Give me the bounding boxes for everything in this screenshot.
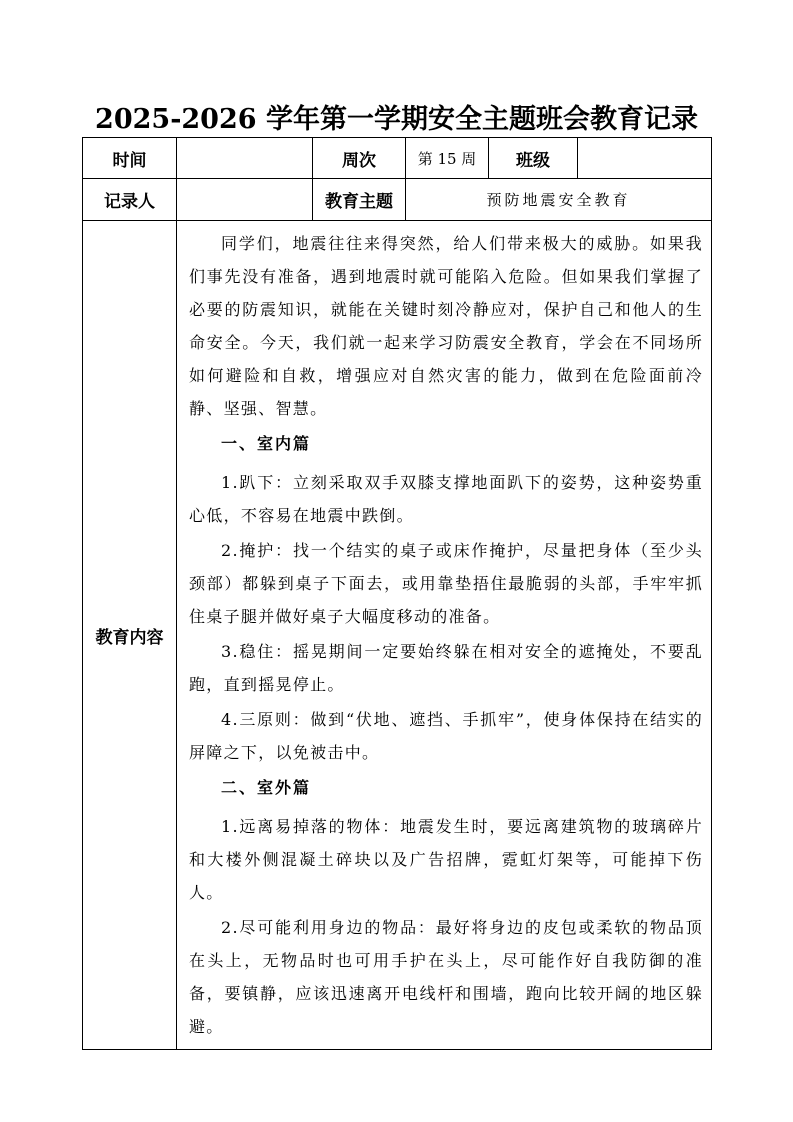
time-value — [177, 138, 313, 179]
list-item: 4.三原则：做到“伏地、遮挡、手抓牢”，使身体保持在结实的屏障之下，以免被击中。 — [189, 710, 703, 762]
table-row — [83, 221, 712, 1050]
list-item: 2.掩护：找一个结实的桌子或床作掩护，尽量把身体（至少头颈部）都躲到桌子下面去，或用靠垫捂住最脆弱的头部，手牢牢抓住桌子腿并做好桌子大幅度移动的准备。 — [189, 541, 703, 626]
topic-label: 教育主题 — [313, 179, 406, 221]
record-table — [82, 137, 712, 1050]
content-body — [189, 227, 703, 1043]
week-label: 周次 — [313, 138, 406, 179]
list-item: 3.稳住：摇晃期间一定要始终躲在相对安全的遮掩处，不要乱跑，直到摇晃停止。 — [189, 642, 703, 694]
recorder-label: 记录人 — [83, 179, 177, 221]
content-label: 教育内容 — [83, 221, 177, 1050]
list-item: 1.趴下：立刻采取双手双膝支撑地面趴下的姿势，这种姿势重心低，不容易在地震中跌倒。 — [189, 473, 703, 525]
list-item: 2.尽可能利用身边的物品：最好将身边的皮包或柔软的物品顶在头上，无物品时也可用手护在头上，尽可能作好自我防御的准备，要镇静，应该迅速离开电线杆和围墙，跑向比较开阔的地区躲避。 — [189, 918, 703, 1036]
content-cell — [177, 221, 712, 1050]
class-label: 班级 — [489, 138, 578, 179]
table-row — [83, 138, 712, 179]
week-value: 第 15 周 — [406, 138, 489, 179]
section-title-outdoor: 二、室外篇 — [221, 778, 312, 797]
topic-value: 预防地震安全教育 — [406, 179, 712, 221]
table-row — [83, 179, 712, 221]
page-title: 2025-2026 学年第一学期安全主题班会教育记录 — [95, 104, 698, 135]
recorder-value — [177, 179, 313, 221]
time-label: 时间 — [83, 138, 177, 179]
list-item: 1.远离易掉落的物体：地震发生时，要远离建筑物的玻璃碎片和大楼外侧混凝土碎块以及广告招牌，霓虹灯架等，可能掉下伤人。 — [189, 817, 703, 902]
intro-paragraph: 同学们，地震往往来得突然，给人们带来极大的威胁。如果我们事先没有准备，遇到地震时就可能陷入危险。但如果我们掌握了必要的防震知识，就能在关键时刻冷静应对，保护自己和他人的生命安全。今天，我们就一起来学习防震安全教育，学会在不同场所如何避险和自救，增强应对自然灾害的能力，做到在危险面前冷静、坚强、智慧。 — [189, 234, 703, 418]
class-value — [578, 138, 712, 179]
section-title-indoor: 一、室内篇 — [221, 434, 312, 453]
